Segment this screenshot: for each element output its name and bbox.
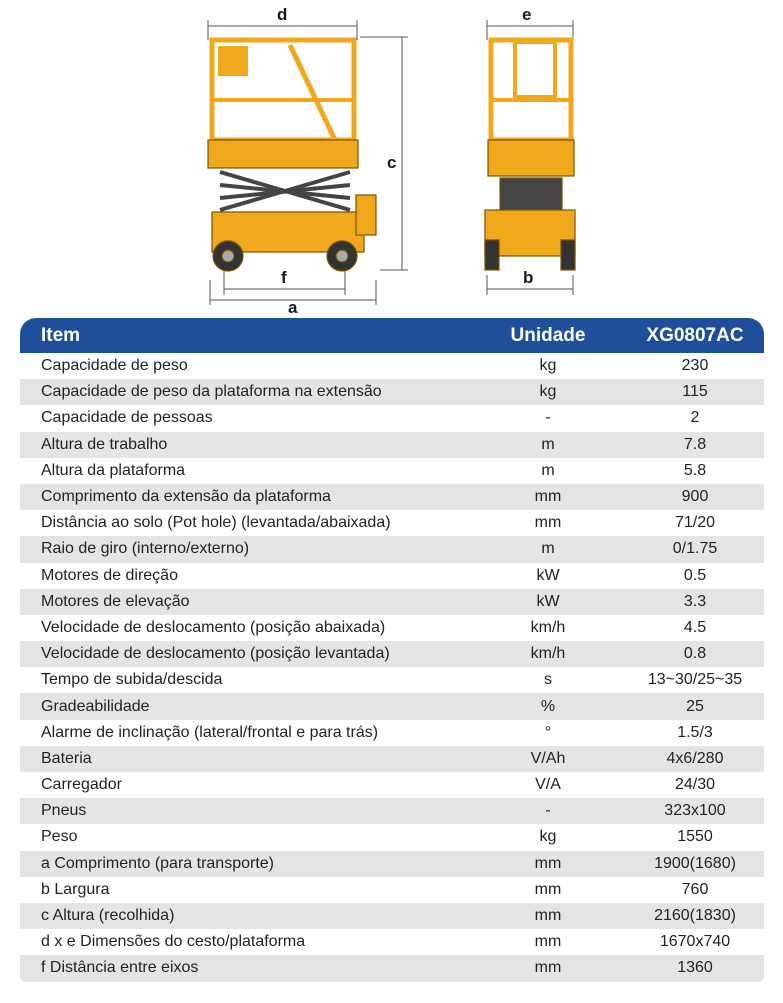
row-unit: V/Ah xyxy=(530,749,566,767)
row-unit: % xyxy=(540,697,556,715)
header-item: Item xyxy=(41,324,81,346)
table-row xyxy=(20,615,764,641)
row-unit: m xyxy=(541,461,555,479)
row-unit: kg xyxy=(539,828,557,846)
row-unit: mm xyxy=(534,488,562,506)
row-item: Peso xyxy=(41,828,78,846)
row-value: 3.3 xyxy=(683,592,707,610)
row-unit: - xyxy=(545,409,551,427)
row-item: Capacidade de pessoas xyxy=(41,409,213,427)
row-value: 5.8 xyxy=(683,461,707,479)
row-value: 1900(1680) xyxy=(654,854,736,872)
row-value: 2160(1830) xyxy=(654,907,736,925)
table-row xyxy=(20,563,764,589)
row-item: Tempo de subida/descida xyxy=(41,671,223,689)
row-unit: ° xyxy=(544,723,552,741)
table-row xyxy=(20,903,764,929)
table-row xyxy=(20,379,764,405)
table-row xyxy=(20,589,764,615)
row-item: b Largura xyxy=(41,880,110,898)
dimension-b-label: b xyxy=(523,268,534,287)
row-unit: V/A xyxy=(535,776,561,794)
table-row xyxy=(20,720,764,746)
row-item: Capacidade de peso da plataforma na extensão xyxy=(41,383,382,401)
row-value: 1670x740 xyxy=(659,933,731,951)
front-view xyxy=(485,40,575,270)
table-row xyxy=(20,772,764,798)
table-row xyxy=(20,667,764,693)
row-unit: kW xyxy=(536,592,560,610)
table-row xyxy=(20,929,764,955)
row-unit: kW xyxy=(536,566,560,584)
row-unit: mm xyxy=(534,959,562,977)
row-value: 25 xyxy=(686,697,704,715)
row-value: 24/30 xyxy=(674,776,716,794)
table-row xyxy=(20,536,764,562)
row-value: 230 xyxy=(681,357,709,375)
table-row xyxy=(20,693,764,719)
table-row xyxy=(20,353,764,379)
row-item: d x e Dimensões do cesto/plataforma xyxy=(41,933,306,951)
table-row xyxy=(20,641,764,667)
spec-table xyxy=(20,318,764,982)
row-value: 0/1.75 xyxy=(672,540,718,558)
table-row xyxy=(20,510,764,536)
row-item: Carregador xyxy=(41,776,122,794)
row-value: 4x6/280 xyxy=(666,749,724,767)
row-unit: kg xyxy=(539,383,557,401)
dimension-e-label: e xyxy=(522,5,532,24)
row-value: 0.5 xyxy=(683,566,707,584)
dimension-a-label: a xyxy=(288,298,298,317)
row-unit: mm xyxy=(534,907,562,925)
table-row xyxy=(20,824,764,850)
row-item: Altura de trabalho xyxy=(41,435,168,453)
table-row xyxy=(20,955,764,981)
table-row xyxy=(20,458,764,484)
row-item: Alarme de inclinação (lateral/frontal e para trás) xyxy=(41,723,379,741)
table-row xyxy=(20,877,764,903)
row-value: 760 xyxy=(681,880,709,898)
row-item: Velocidade de deslocamento (posição abaixada) xyxy=(41,618,386,636)
row-item: Comprimento da extensão da plataforma xyxy=(41,488,331,506)
row-value: 4.5 xyxy=(683,618,707,636)
dimension-f-label: f xyxy=(281,268,287,287)
row-unit: - xyxy=(545,802,551,820)
header-model: XG0807AC xyxy=(646,324,744,346)
table-row xyxy=(20,851,764,877)
row-item: Capacidade de peso xyxy=(41,357,188,375)
table-row xyxy=(20,405,764,431)
row-value: 900 xyxy=(681,488,709,506)
row-value: 1.5/3 xyxy=(677,723,713,741)
row-unit: mm xyxy=(534,880,562,898)
row-value: 13~30/25~35 xyxy=(647,671,743,689)
row-item: Velocidade de deslocamento (posição levantada) xyxy=(41,645,390,663)
table-header xyxy=(20,318,764,353)
row-unit: km/h xyxy=(530,618,566,636)
row-value: 1360 xyxy=(677,959,713,977)
row-unit: mm xyxy=(534,933,562,951)
row-unit: mm xyxy=(534,514,562,532)
row-unit: kg xyxy=(539,357,557,375)
row-item: Bateria xyxy=(41,749,92,767)
row-value: 7.8 xyxy=(683,435,707,453)
row-item: Pneus xyxy=(41,802,87,820)
row-value: 323x100 xyxy=(664,802,726,820)
row-value: 2 xyxy=(690,409,700,427)
row-item: Gradeabilidade xyxy=(41,697,150,715)
row-item: Raio de giro (interno/externo) xyxy=(41,540,250,558)
table-row xyxy=(20,484,764,510)
dimension-d-label: d xyxy=(277,5,288,24)
row-item: a Comprimento (para transporte) xyxy=(41,854,274,872)
row-unit: s xyxy=(544,671,552,689)
row-item: f Distância entre eixos xyxy=(41,959,199,977)
row-value: 1550 xyxy=(677,828,713,846)
table-row xyxy=(20,798,764,824)
row-item: c Altura (recolhida) xyxy=(41,907,175,925)
row-item: Motores de elevação xyxy=(41,592,190,610)
machine-diagram xyxy=(0,0,783,318)
side-view xyxy=(208,40,376,271)
header-unit: Unidade xyxy=(510,324,586,346)
row-value: 115 xyxy=(682,383,708,401)
row-item: Altura da plataforma xyxy=(41,461,186,479)
row-value: 71/20 xyxy=(674,514,716,532)
row-unit: km/h xyxy=(530,645,566,663)
row-unit: mm xyxy=(534,854,562,872)
table-row xyxy=(20,746,764,772)
row-value: 0.8 xyxy=(683,645,707,663)
row-item: Motores de direção xyxy=(41,566,178,584)
table-row xyxy=(20,432,764,458)
dimension-c-label: c xyxy=(387,153,397,172)
row-item: Distância ao solo (Pot hole) (levantada/abaixada) xyxy=(41,514,391,532)
table-body xyxy=(20,353,764,982)
row-unit: m xyxy=(541,435,555,453)
row-unit: m xyxy=(541,540,555,558)
